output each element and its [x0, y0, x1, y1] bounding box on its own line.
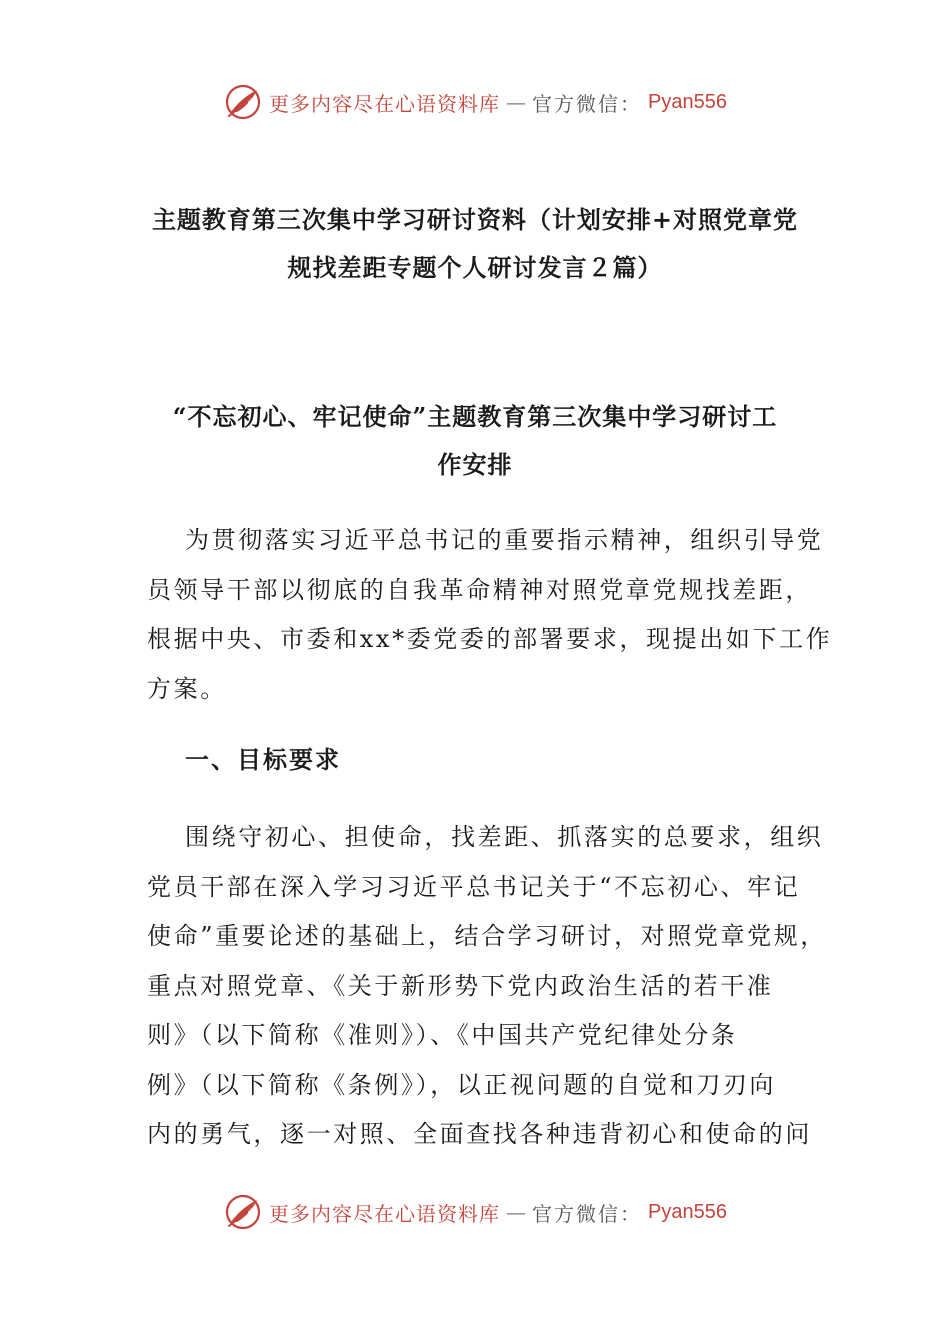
title-line: 主题教育第三次集中学习研讨资料（计划安排+对照党章党 [151, 205, 799, 234]
header-watermark [0, 80, 950, 124]
watermark-wechat-id: Pyan556 [648, 1200, 727, 1223]
paragraph-line: 内的勇气，逐一对照、全面查找各种违背初心和使命的问 [147, 1120, 812, 1148]
watermark-wechat-id: Pyan556 [648, 90, 727, 113]
intro-paragraph [147, 516, 833, 714]
paragraph-line: 例》（以下简称《条例》），以正视问题的自觉和刀刃向 [147, 1070, 776, 1099]
watermark-brand-text: 更多内容尽在心语资料库 [269, 1201, 501, 1226]
paragraph-line: 则》（以下简称《准则》）、《中国共产党纪律处分条 [147, 1021, 738, 1049]
subtitle-line: 作安排 [437, 450, 513, 479]
watermark-brand-text: 更多内容尽在心语资料库 [269, 91, 501, 116]
paragraph-line: 方案。 [147, 674, 227, 703]
footer-watermark [0, 1190, 950, 1234]
paragraph-line: 为贯彻落实习近平总书记的重要指示精神，组织引导党 [185, 526, 824, 554]
watermark-separator: — [506, 90, 527, 114]
paragraph-line: 根据中央、市委和xx*委党委的部署要求，现提出如下工作 [147, 625, 833, 653]
document-title [140, 196, 810, 292]
paragraph-line: 使命”重要论述的基础上，结合学习研讨，对照党章党规， [147, 922, 827, 950]
section-title [140, 393, 810, 489]
quill-logo-icon [223, 82, 263, 122]
paragraph-line: 重点对照党章、《关于新形势下党内政治生活的若干准 [147, 971, 774, 1000]
paragraph-line: 围绕守初心、担使命，找差距、抓落实的总要求，组织 [185, 823, 824, 851]
watermark-official-label: 官方微信： [532, 91, 643, 116]
paragraph-line: 党员干部在深入学习习近平总书记关于“不忘初心、牢记 [147, 872, 801, 901]
quill-logo-icon [223, 1192, 263, 1232]
watermark-official-label: 官方微信： [532, 1201, 643, 1226]
watermark-separator: — [506, 1200, 527, 1224]
svg-text:心: 心 [247, 99, 257, 109]
svg-text:心: 心 [247, 1209, 257, 1219]
goal-paragraph [147, 813, 827, 1160]
subtitle-line: “不忘初心、牢记使命”主题教育第三次集中学习研讨工 [172, 402, 778, 431]
section-heading-goals: 一、目标要求 [185, 745, 341, 774]
paragraph-line: 员领导干部以彻底的自我革命精神对照党章党规找差距， [147, 575, 812, 604]
title-line: 规找差距专题个人研讨发言２篇） [287, 253, 663, 282]
